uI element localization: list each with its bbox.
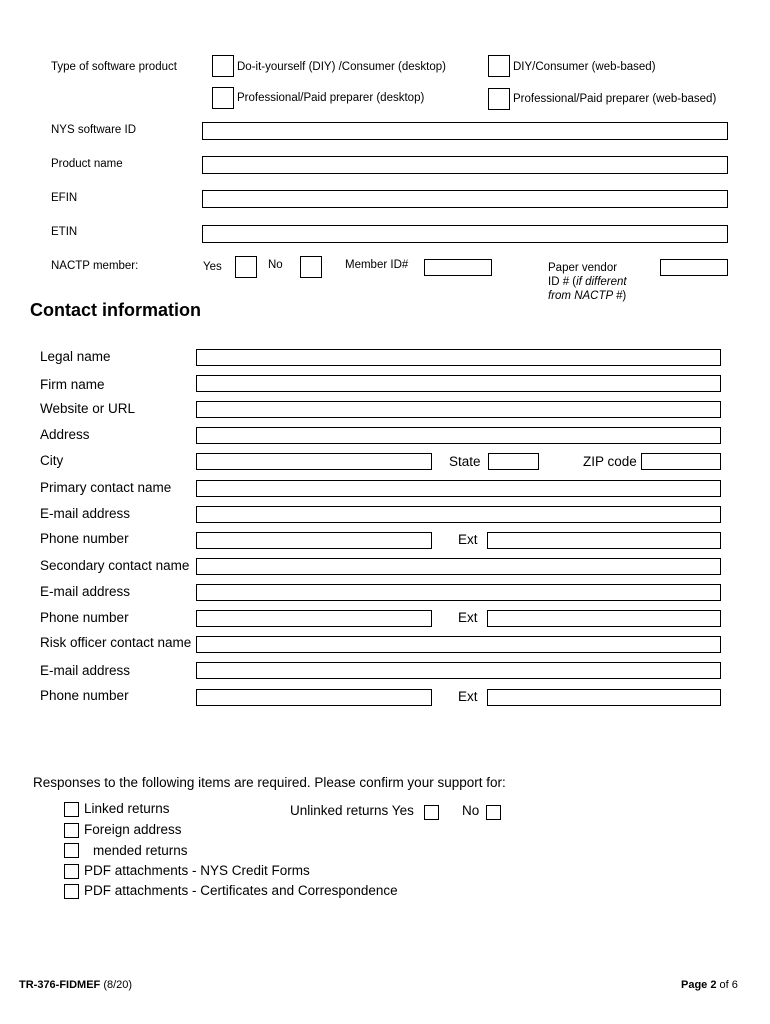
firm-name-input[interactable]: [196, 375, 721, 392]
website-label: Website or URL: [40, 401, 136, 416]
nactp-member-label: NACTP member:: [51, 260, 139, 272]
form-id: [19, 979, 132, 991]
paper-vendor-line1: Paper vendor: [548, 262, 618, 274]
nactp-yes-checkbox[interactable]: [235, 256, 257, 278]
product-name-label: Product name: [51, 158, 123, 170]
ext2-label: Ext: [458, 610, 478, 625]
phone1-input[interactable]: [196, 532, 432, 549]
amended-returns-checkbox[interactable]: [64, 843, 79, 858]
diy-desktop-label: Do-it-yourself (DIY) /Consumer (desktop): [237, 61, 446, 73]
amended-returns-label: mended returns: [93, 843, 188, 858]
email2-input[interactable]: [196, 584, 721, 601]
paper-vendor-italic2: from NACTP #: [548, 290, 623, 302]
unlinked-yes-checkbox[interactable]: [424, 805, 439, 820]
state-label: State: [449, 454, 481, 469]
zip-label: ZIP code: [583, 454, 637, 469]
firm-name-label: Firm name: [40, 377, 105, 392]
contact-heading: Contact information: [30, 300, 201, 320]
efin-label: EFIN: [51, 192, 78, 204]
paper-vendor-id-input[interactable]: [660, 259, 728, 276]
etin-input[interactable]: [202, 225, 728, 243]
pro-web-label: Professional/Paid preparer (web-based): [513, 93, 717, 105]
diy-web-checkbox[interactable]: [488, 55, 510, 77]
paper-vendor-prefix: ID # (: [548, 276, 577, 288]
address-label: Address: [40, 427, 90, 442]
pdf-cert-checkbox[interactable]: [64, 884, 79, 899]
pdf-cert-label: PDF attachments - Certificates and Correspondence: [84, 883, 398, 898]
page-num: 2: [710, 979, 717, 991]
form-id-code: TR-376-FIDMEF: [19, 979, 101, 991]
member-id-input[interactable]: [424, 259, 492, 276]
unlinked-returns-label: Unlinked returns Yes: [290, 803, 414, 818]
risk-contact-label: Risk officer contact name: [40, 635, 192, 650]
phone2-input[interactable]: [196, 610, 432, 627]
diy-web-label: DIY/Consumer (web-based): [513, 61, 656, 73]
city-label: City: [40, 453, 64, 468]
secondary-contact-input[interactable]: [196, 558, 721, 575]
phone3-label: Phone number: [40, 688, 129, 703]
nys-software-id-label: NYS software ID: [51, 124, 136, 136]
phone2-label: Phone number: [40, 610, 129, 625]
pro-web-checkbox[interactable]: [488, 88, 510, 110]
pro-desktop-label: Professional/Paid preparer (desktop): [237, 92, 425, 104]
member-id-label: Member ID#: [345, 259, 409, 271]
foreign-address-label: Foreign address: [84, 822, 182, 837]
paper-vendor-line3: [548, 289, 627, 303]
state-input[interactable]: [488, 453, 539, 470]
risk-contact-input[interactable]: [196, 636, 721, 653]
pdf-nys-checkbox[interactable]: [64, 864, 79, 879]
email1-label: E-mail address: [40, 506, 131, 521]
paper-vendor-label: [548, 261, 627, 303]
page-number: [681, 979, 738, 991]
pro-desktop-checkbox[interactable]: [212, 87, 234, 109]
legal-name-label: Legal name: [40, 349, 111, 364]
primary-contact-label: Primary contact name: [40, 480, 172, 495]
efin-input[interactable]: [202, 190, 728, 208]
address-input[interactable]: [196, 427, 721, 444]
email3-label: E-mail address: [40, 663, 131, 678]
software-type-label: Type of software product: [51, 61, 177, 73]
nactp-no-label: No: [268, 259, 283, 271]
city-input[interactable]: [196, 453, 432, 470]
nys-software-id-input[interactable]: [202, 122, 728, 140]
unlinked-no-checkbox[interactable]: [486, 805, 501, 820]
email3-input[interactable]: [196, 662, 721, 679]
email2-label: E-mail address: [40, 584, 131, 599]
page-of: of 6: [719, 979, 738, 991]
phone1-label: Phone number: [40, 531, 129, 546]
secondary-contact-label: Secondary contact name: [40, 558, 190, 573]
paper-vendor-suffix: ): [622, 290, 627, 302]
paper-vendor-italic1: if different: [576, 276, 627, 288]
pdf-nys-label: PDF attachments - NYS Credit Forms: [84, 863, 310, 878]
responses-intro: Responses to the following items are required. Please confirm your support for:: [33, 775, 506, 790]
foreign-address-checkbox[interactable]: [64, 823, 79, 838]
linked-returns-label: Linked returns: [84, 801, 170, 816]
email1-input[interactable]: [196, 506, 721, 523]
diy-desktop-checkbox[interactable]: [212, 55, 234, 77]
ext2-input[interactable]: [487, 610, 721, 627]
etin-label: ETIN: [51, 226, 78, 238]
zip-input[interactable]: [641, 453, 721, 470]
ext3-label: Ext: [458, 689, 478, 704]
nactp-no-checkbox[interactable]: [300, 256, 322, 278]
phone3-input[interactable]: [196, 689, 432, 706]
linked-returns-checkbox[interactable]: [64, 802, 79, 817]
page-word: Page: [681, 979, 708, 991]
form-id-date: (8/20): [103, 979, 133, 991]
unlinked-no-label: No: [462, 803, 480, 818]
ext1-input[interactable]: [487, 532, 721, 549]
website-input[interactable]: [196, 401, 721, 418]
paper-vendor-line2: [548, 275, 627, 289]
product-name-input[interactable]: [202, 156, 728, 174]
nactp-yes-label: Yes: [203, 261, 222, 273]
legal-name-input[interactable]: [196, 349, 721, 366]
primary-contact-input[interactable]: [196, 480, 721, 497]
ext3-input[interactable]: [487, 689, 721, 706]
ext1-label: Ext: [458, 532, 478, 547]
